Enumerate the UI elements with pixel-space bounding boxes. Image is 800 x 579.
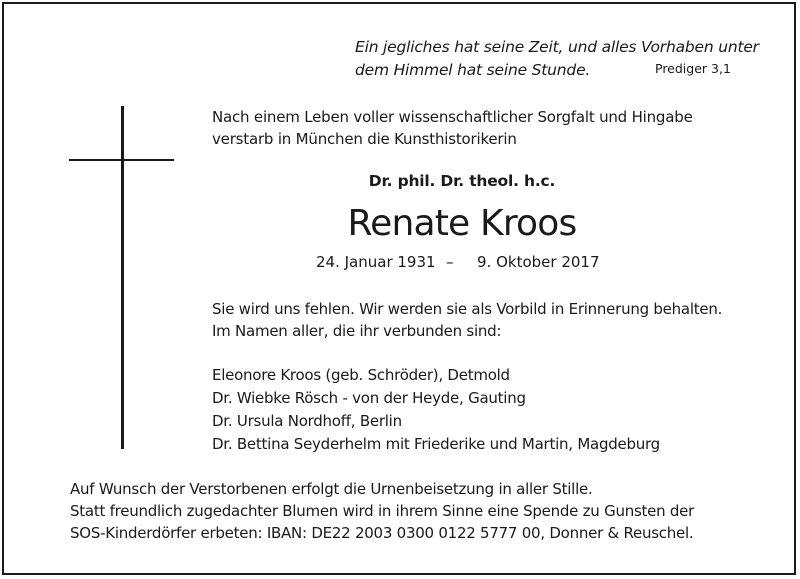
funeral-notes bbox=[70, 478, 694, 544]
mourner-item: Dr. Bettina Seyderhelm mit Friederike und Martin, Magdeburg bbox=[212, 435, 660, 453]
funeral-note-line-3: SOS-Kinderdörfer erbeten: IBAN: DE22 2003 0300 0122 5777 00, Donner & Reuschel. bbox=[70, 524, 694, 542]
funeral-note-line-1: Auf Wunsch der Verstorbenen erfolgt die Urnenbeisetzung in aller Stille. bbox=[70, 480, 593, 498]
farewell-message bbox=[212, 298, 722, 342]
bible-verse-line-2: dem Himmel hat seine Stunde. bbox=[355, 61, 591, 79]
date-separator: – bbox=[446, 253, 454, 271]
deceased-name: Renate Kroos bbox=[347, 203, 577, 244]
intro-line-2: verstarb in München die Kunsthistorikerin bbox=[212, 130, 517, 148]
birth-date: 24. Januar 1931 bbox=[316, 253, 436, 271]
message-line-1: Sie wird uns fehlen. Wir werden sie als Vorbild in Erinnerung behalten. bbox=[212, 300, 723, 318]
cross-icon bbox=[121, 106, 124, 449]
bible-verse-line-1: Ein jegliches hat seine Zeit, und alles Vorhaben unter bbox=[355, 38, 759, 56]
mourner-item: Dr. Wiebke Rösch - von der Heyde, Gauting bbox=[212, 389, 526, 407]
death-date: 9. Oktober 2017 bbox=[477, 253, 600, 271]
message-line-2: Im Namen aller, die ihr verbunden sind: bbox=[212, 322, 502, 340]
intro-text bbox=[212, 106, 693, 150]
mourners-list bbox=[212, 364, 660, 456]
cross-icon-beam bbox=[69, 159, 174, 161]
academic-titles: Dr. phil. Dr. theol. h.c. bbox=[368, 172, 556, 190]
funeral-note-line-2: Statt freundlich zugedachter Blumen wird in ihrem Sinne eine Spende zu Gunsten der bbox=[70, 502, 695, 520]
intro-line-1: Nach einem Leben voller wissenschaftlicher Sorgfalt und Hingabe bbox=[212, 108, 693, 126]
mourner-item: Eleonore Kroos (geb. Schröder), Detmold bbox=[212, 366, 510, 384]
bible-verse-reference: Prediger 3,1 bbox=[655, 61, 731, 76]
mourner-item: Dr. Ursula Nordhoff, Berlin bbox=[212, 412, 402, 430]
